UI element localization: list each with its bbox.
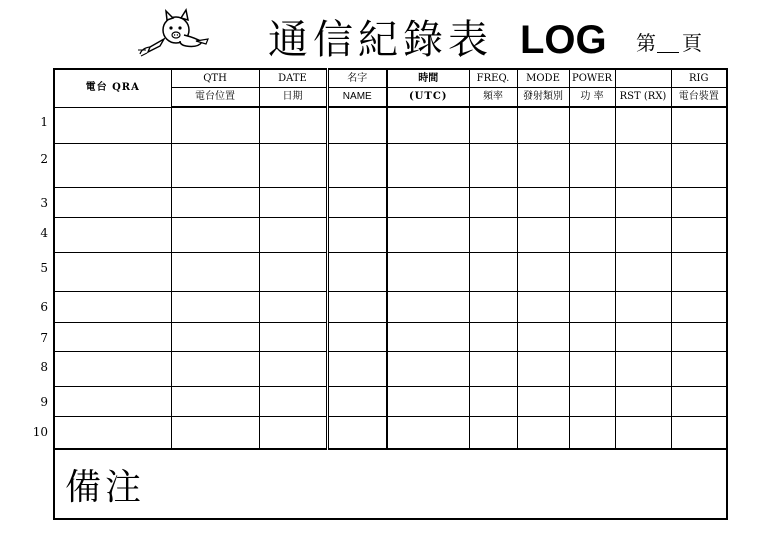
cell-time[interactable] bbox=[387, 417, 469, 450]
header-freq-sub: 頻率 bbox=[469, 88, 517, 108]
title-chinese: 通信紀錄表 bbox=[268, 17, 493, 63]
cell-qra[interactable] bbox=[54, 188, 171, 218]
cell-rig[interactable] bbox=[671, 107, 727, 144]
log-table bbox=[53, 68, 728, 520]
cell-qth[interactable] bbox=[171, 352, 259, 387]
cell-rig[interactable] bbox=[671, 387, 727, 417]
cell-rst[interactable] bbox=[615, 253, 671, 292]
cell-date[interactable] bbox=[259, 292, 327, 323]
cell-mode[interactable] bbox=[517, 144, 569, 188]
cell-qra[interactable] bbox=[54, 144, 171, 188]
flying-pig-mascot-icon bbox=[136, 8, 212, 58]
cell-power[interactable] bbox=[569, 352, 615, 387]
remarks-label: 備注 bbox=[65, 466, 146, 508]
cell-qra[interactable] bbox=[54, 387, 171, 417]
cell-mode[interactable] bbox=[517, 107, 569, 144]
row-number: 4 bbox=[40, 225, 48, 240]
header-date-sub: 日期 bbox=[259, 88, 327, 108]
cell-rig[interactable] bbox=[671, 292, 727, 323]
cell-date[interactable] bbox=[259, 188, 327, 218]
cell-mode[interactable] bbox=[517, 417, 569, 450]
cell-time[interactable] bbox=[387, 387, 469, 417]
cell-freq[interactable] bbox=[469, 352, 517, 387]
cell-qth[interactable] bbox=[171, 107, 259, 144]
log-entry-row bbox=[54, 292, 727, 323]
cell-time[interactable] bbox=[387, 352, 469, 387]
cell-mode[interactable] bbox=[517, 323, 569, 352]
cell-qth[interactable] bbox=[171, 417, 259, 450]
cell-mode[interactable] bbox=[517, 387, 569, 417]
cell-power[interactable] bbox=[569, 107, 615, 144]
header-time-sub: (UTC) bbox=[387, 88, 469, 108]
header-rst bbox=[615, 69, 671, 88]
cell-freq[interactable] bbox=[469, 218, 517, 253]
row-number: 3 bbox=[40, 195, 48, 210]
header-qra: 電台 QRA bbox=[54, 69, 171, 107]
cell-qra[interactable] bbox=[54, 323, 171, 352]
cell-name[interactable] bbox=[327, 144, 387, 188]
cell-time[interactable] bbox=[387, 107, 469, 144]
cell-power[interactable] bbox=[569, 218, 615, 253]
header-rig: RIG bbox=[671, 69, 727, 88]
page-suffix: 頁 bbox=[682, 31, 702, 55]
cell-date[interactable] bbox=[259, 387, 327, 417]
header-mode: MODE bbox=[517, 69, 569, 88]
cell-date[interactable] bbox=[259, 253, 327, 292]
cell-qra[interactable] bbox=[54, 417, 171, 450]
header-mode-sub: 發射類別 bbox=[517, 88, 569, 108]
header-power-sub: 功 率 bbox=[569, 88, 615, 108]
cell-qra[interactable] bbox=[54, 218, 171, 253]
row-number: 10 bbox=[32, 424, 48, 439]
cell-name[interactable] bbox=[327, 323, 387, 352]
header-qth: QTH bbox=[171, 69, 259, 88]
page-number-blank[interactable] bbox=[657, 52, 679, 53]
cell-rst[interactable] bbox=[615, 144, 671, 188]
cell-name[interactable] bbox=[327, 218, 387, 253]
cell-name[interactable] bbox=[327, 387, 387, 417]
cell-qth[interactable] bbox=[171, 292, 259, 323]
cell-rig[interactable] bbox=[671, 417, 727, 450]
cell-freq[interactable] bbox=[469, 253, 517, 292]
log-entry-row bbox=[54, 107, 727, 144]
cell-rst[interactable] bbox=[615, 387, 671, 417]
cell-qth[interactable] bbox=[171, 144, 259, 188]
cell-mode[interactable] bbox=[517, 218, 569, 253]
cell-time[interactable] bbox=[387, 253, 469, 292]
cell-freq[interactable] bbox=[469, 144, 517, 188]
cell-time[interactable] bbox=[387, 144, 469, 188]
page-label: 第 bbox=[636, 31, 656, 55]
cell-mode[interactable] bbox=[517, 253, 569, 292]
cell-power[interactable] bbox=[569, 323, 615, 352]
cell-rst[interactable] bbox=[615, 323, 671, 352]
title-log: LOG bbox=[520, 18, 607, 62]
cell-qra[interactable] bbox=[54, 253, 171, 292]
header-rst-sub: RST (RX) bbox=[615, 88, 671, 108]
cell-name[interactable] bbox=[327, 417, 387, 450]
cell-qth[interactable] bbox=[171, 253, 259, 292]
log-entry-row bbox=[54, 253, 727, 292]
cell-name[interactable] bbox=[327, 188, 387, 218]
cell-rst[interactable] bbox=[615, 107, 671, 144]
cell-qra[interactable] bbox=[54, 292, 171, 323]
cell-time[interactable] bbox=[387, 218, 469, 253]
cell-power[interactable] bbox=[569, 144, 615, 188]
header-row-top bbox=[54, 69, 727, 88]
log-entry-row bbox=[54, 218, 727, 253]
cell-freq[interactable] bbox=[469, 188, 517, 218]
cell-mode[interactable] bbox=[517, 352, 569, 387]
header-rig-sub: 電台裝置 bbox=[671, 88, 727, 108]
cell-date[interactable] bbox=[259, 323, 327, 352]
cell-freq[interactable] bbox=[469, 387, 517, 417]
cell-power[interactable] bbox=[569, 188, 615, 218]
log-entry-row bbox=[54, 417, 727, 450]
log-entry-row bbox=[54, 144, 727, 188]
header-qth-sub: 電台位置 bbox=[171, 88, 259, 108]
cell-date[interactable] bbox=[259, 107, 327, 144]
row-number: 5 bbox=[40, 260, 48, 275]
cell-rst[interactable] bbox=[615, 188, 671, 218]
cell-qth[interactable] bbox=[171, 188, 259, 218]
cell-date[interactable] bbox=[259, 352, 327, 387]
cell-rst[interactable] bbox=[615, 218, 671, 253]
log-entry-row bbox=[54, 323, 727, 352]
cell-power[interactable] bbox=[569, 253, 615, 292]
cell-rig[interactable] bbox=[671, 144, 727, 188]
cell-qth[interactable] bbox=[171, 387, 259, 417]
cell-rst[interactable] bbox=[615, 417, 671, 450]
cell-rig[interactable] bbox=[671, 352, 727, 387]
cell-rig[interactable] bbox=[671, 323, 727, 352]
row-number: 8 bbox=[40, 359, 48, 374]
cell-date[interactable] bbox=[259, 218, 327, 253]
row-number: 1 bbox=[40, 115, 48, 129]
cell-freq[interactable] bbox=[469, 323, 517, 352]
cell-rig[interactable] bbox=[671, 188, 727, 218]
cell-qra[interactable] bbox=[54, 107, 171, 144]
row-number: 9 bbox=[40, 394, 48, 409]
cell-time[interactable] bbox=[387, 292, 469, 323]
log-entry-row bbox=[54, 352, 727, 387]
row-number: 7 bbox=[40, 330, 48, 345]
header-name: 名字 bbox=[327, 69, 387, 88]
row-number: 6 bbox=[40, 299, 48, 314]
log-entry-row bbox=[54, 387, 727, 417]
cell-freq[interactable] bbox=[469, 292, 517, 323]
header-name-sub: NAME bbox=[327, 88, 387, 108]
cell-rig[interactable] bbox=[671, 218, 727, 253]
cell-mode[interactable] bbox=[517, 292, 569, 323]
cell-freq[interactable] bbox=[469, 417, 517, 450]
cell-date[interactable] bbox=[259, 144, 327, 188]
header-freq: FREQ. bbox=[469, 69, 517, 88]
cell-time[interactable] bbox=[387, 323, 469, 352]
remarks-row bbox=[54, 449, 727, 519]
row-number: 2 bbox=[40, 151, 48, 166]
cell-time[interactable] bbox=[387, 188, 469, 218]
cell-name[interactable] bbox=[327, 253, 387, 292]
remarks-area[interactable] bbox=[54, 449, 727, 519]
cell-rig[interactable] bbox=[671, 253, 727, 292]
cell-power[interactable] bbox=[569, 417, 615, 450]
cell-qra[interactable] bbox=[54, 352, 171, 387]
cell-date[interactable] bbox=[259, 417, 327, 450]
cell-power[interactable] bbox=[569, 387, 615, 417]
cell-power[interactable] bbox=[569, 292, 615, 323]
cell-rst[interactable] bbox=[615, 292, 671, 323]
cell-qth[interactable] bbox=[171, 323, 259, 352]
cell-freq[interactable] bbox=[469, 107, 517, 144]
log-entry-row bbox=[54, 188, 727, 218]
cell-mode[interactable] bbox=[517, 188, 569, 218]
cell-name[interactable] bbox=[327, 352, 387, 387]
cell-name[interactable] bbox=[327, 107, 387, 144]
header-date: DATE bbox=[259, 69, 327, 88]
header-time: 時間 bbox=[387, 69, 469, 88]
cell-rst[interactable] bbox=[615, 352, 671, 387]
cell-name[interactable] bbox=[327, 292, 387, 323]
header-power: POWER bbox=[569, 69, 615, 88]
cell-qth[interactable] bbox=[171, 218, 259, 253]
